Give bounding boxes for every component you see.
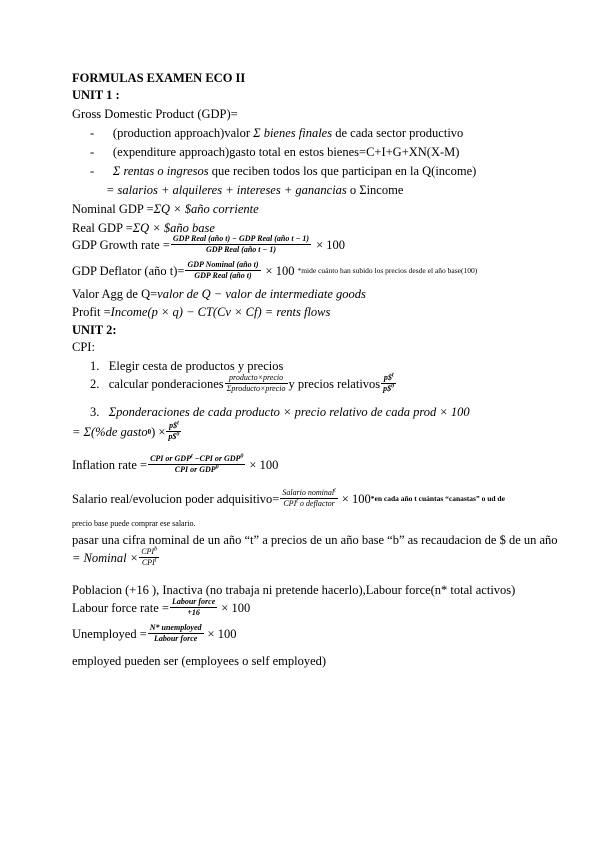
deflator-tail: × 100	[265, 263, 295, 278]
relativo-num-sup: t	[391, 372, 394, 379]
growth-numerator: GDP Real (año t) − GDP Real (año t − 1)	[172, 234, 310, 243]
relativo-denominator: p$	[383, 384, 392, 393]
cpi-step-3	[90, 404, 470, 420]
cpi-label: CPI:	[72, 340, 95, 354]
salario-note: *en cada año t cuántas “canastas” o ud de	[370, 493, 505, 503]
ponderaciones-numerator: producto×precio	[225, 373, 288, 384]
inflation-tail: × 100	[249, 457, 279, 472]
inflation-num-sup-a: t	[190, 453, 193, 460]
salario-den-a: CPI	[283, 499, 297, 508]
nominal-gdp-math: ΣQ × $año corriente	[153, 202, 259, 216]
growth-label: GDP Growth rate =	[72, 237, 170, 252]
labour-denominator: +16	[187, 608, 200, 617]
relativo-numerator: p$	[383, 373, 392, 382]
step-text: calcular ponderaciones	[108, 376, 224, 391]
inflation-den-sup: 0	[215, 464, 219, 471]
precio-relativo-fraction	[381, 373, 396, 394]
inflation-num-b: −CPI or GDP	[192, 454, 241, 463]
inflation-num-a: CPI or GDP	[150, 454, 191, 463]
inflation-rate	[72, 454, 278, 475]
cpi-equation: = Σ(%de gasto 0 ) × $\frac{p\$^t}{p\$^0}$	[72, 420, 180, 441]
cpi-eq-num-sup: t	[177, 420, 179, 427]
bullet-dash: -	[90, 145, 95, 159]
deflator-denominator: GDP Real (año t)	[194, 271, 252, 280]
growth-tail: × 100	[316, 237, 346, 252]
salario-den-sup: t	[296, 498, 298, 505]
growth-fraction	[171, 234, 311, 255]
unit2-heading: UNIT 2:	[72, 323, 117, 337]
gdp-growth-rate	[72, 234, 345, 255]
unemployed-denominator: Labour force	[153, 634, 198, 643]
inflation-denominator: CPI or GDP	[174, 465, 216, 474]
deflator-note: *mide cuánto han subido los precios desde el año base(100)	[297, 265, 478, 275]
valor-agg	[72, 286, 366, 302]
income-tail: o Σincome	[346, 183, 404, 197]
inflation-fraction	[148, 454, 245, 475]
bullet-dash: -	[90, 164, 95, 178]
step-math: Σponderaciones de cada producto × precio relativo de cada prod × 100	[108, 405, 470, 419]
inflation-num-sup-b: 0	[240, 453, 244, 460]
step-number: 3.	[90, 405, 100, 419]
profit	[72, 304, 330, 320]
labour-force-rate	[72, 597, 250, 618]
cpi-eq-denominator: p$	[168, 432, 177, 441]
bullet-rest: que reciben todos los que participan en la Q(income)	[208, 164, 477, 178]
poblacion-text: Poblacion (+16 ), Inactiva (no trabaja ni pretende hacerlo),Labour force(n* total activos)	[72, 583, 516, 597]
ponderaciones-fraction	[225, 373, 288, 394]
unemployed-label: Unemployed =	[72, 626, 147, 641]
cpi-eq-den-sup: 0	[176, 431, 180, 438]
inflation-label: Inflation rate =	[72, 457, 148, 472]
profit-math: Income(p × q) − CT(Cv × Cf) = rents flows	[110, 305, 331, 319]
labour-numerator: Labour force	[171, 597, 216, 606]
nominal-gdp	[72, 201, 259, 217]
income-equation	[106, 182, 403, 198]
step-mid: y precios relativos	[288, 376, 381, 391]
cpi-eq-left: = Σ(%de gasto	[72, 424, 148, 439]
pasar-numerator: CPI	[141, 547, 155, 556]
salario-real	[72, 488, 505, 509]
pasar-den-sup: t	[154, 557, 157, 564]
cpi-eq-fraction	[166, 421, 181, 442]
salario-den-b: o deflactor	[297, 499, 335, 508]
pasar-text: pasar una cifra nominal de un año “t” a precios de un año base “b” as recaudacion de $ de un año	[72, 533, 558, 547]
pasar-equation	[72, 547, 160, 568]
profit-label: Profit =	[72, 305, 111, 319]
cpi-step-2	[90, 373, 397, 394]
bullet-production	[90, 125, 463, 141]
salario-tail: × 100	[341, 491, 371, 506]
pasar-denominator: CPI	[141, 558, 155, 567]
deflator-label: GDP Deflator (año t)=	[72, 263, 185, 278]
labour-fraction	[170, 597, 217, 618]
bullet-income	[90, 163, 476, 179]
ponderaciones-denominator: Σproducto×precio	[226, 384, 286, 393]
labour-label: Labour force rate =	[72, 600, 169, 615]
gdp-label: Gross Domestic Product (GDP)=	[72, 107, 238, 121]
step-number: 2.	[90, 376, 100, 391]
nominal-gdp-label: Nominal GDP =	[72, 202, 154, 216]
bullet-text: (production approach)valor	[112, 126, 254, 140]
labour-tail: × 100	[221, 600, 251, 615]
deflator-fraction	[185, 260, 260, 281]
cpi-step-1	[90, 358, 283, 374]
salario-note2: precio base puede comprar ese salario.	[72, 519, 196, 528]
pasar-fraction	[139, 547, 159, 568]
valor-agg-math: valor de Q − valor de intermediate goods	[157, 287, 366, 301]
bullet-text: (expenditure approach)gasto total en estos bienes=C+I+G+XN(X-M)	[112, 145, 460, 159]
salario-fraction	[280, 488, 337, 509]
cpi-eq-numerator: p$	[169, 421, 178, 430]
employed-text: employed pueden ser (employees o self employed)	[72, 654, 327, 668]
pasar-num-sup: b	[154, 546, 158, 553]
cpi-eq-right: ) ×	[151, 424, 166, 439]
step-number: 1.	[90, 359, 100, 373]
document-title: FORMULAS EXAMEN ECO II	[72, 71, 246, 85]
gdp-deflator	[72, 260, 477, 281]
bullet-math: Σ bienes finales	[253, 126, 333, 140]
unemployed-rate	[72, 623, 236, 644]
salario-label: Salario real/evolucion poder adquisitivo=	[72, 491, 280, 506]
unit1-heading: UNIT 1 :	[72, 88, 120, 102]
unemployed-fraction	[148, 623, 204, 644]
unemployed-tail: × 100	[207, 626, 237, 641]
bullet-math: Σ rentas o ingresos	[112, 164, 209, 178]
bullet-expenditure	[90, 144, 459, 160]
real-gdp-label: Real GDP =	[72, 221, 133, 235]
salario-numerator: Salario nominal	[282, 488, 335, 497]
deflator-numerator: GDP Nominal (año t)	[187, 260, 259, 269]
valor-agg-label: Valor Agg de Q=	[72, 287, 158, 301]
income-eq: = salarios + alquileres + intereses + ganancias	[106, 183, 347, 197]
relativo-den-sup: 0	[391, 383, 395, 390]
bullet-rest: de cada sector productivo	[332, 126, 464, 140]
bullet-dash: -	[90, 126, 95, 140]
pasar-eq-left: = Nominal ×	[72, 550, 139, 565]
unemployed-numerator: N* unemployed	[149, 623, 202, 632]
salario-num-sup: t	[334, 487, 336, 494]
growth-denominator: GDP Real (año t − 1)	[205, 245, 277, 254]
step-text: Elegir cesta de productos y precios	[108, 359, 284, 373]
real-gdp-math: ΣQ × $año base	[132, 221, 215, 235]
